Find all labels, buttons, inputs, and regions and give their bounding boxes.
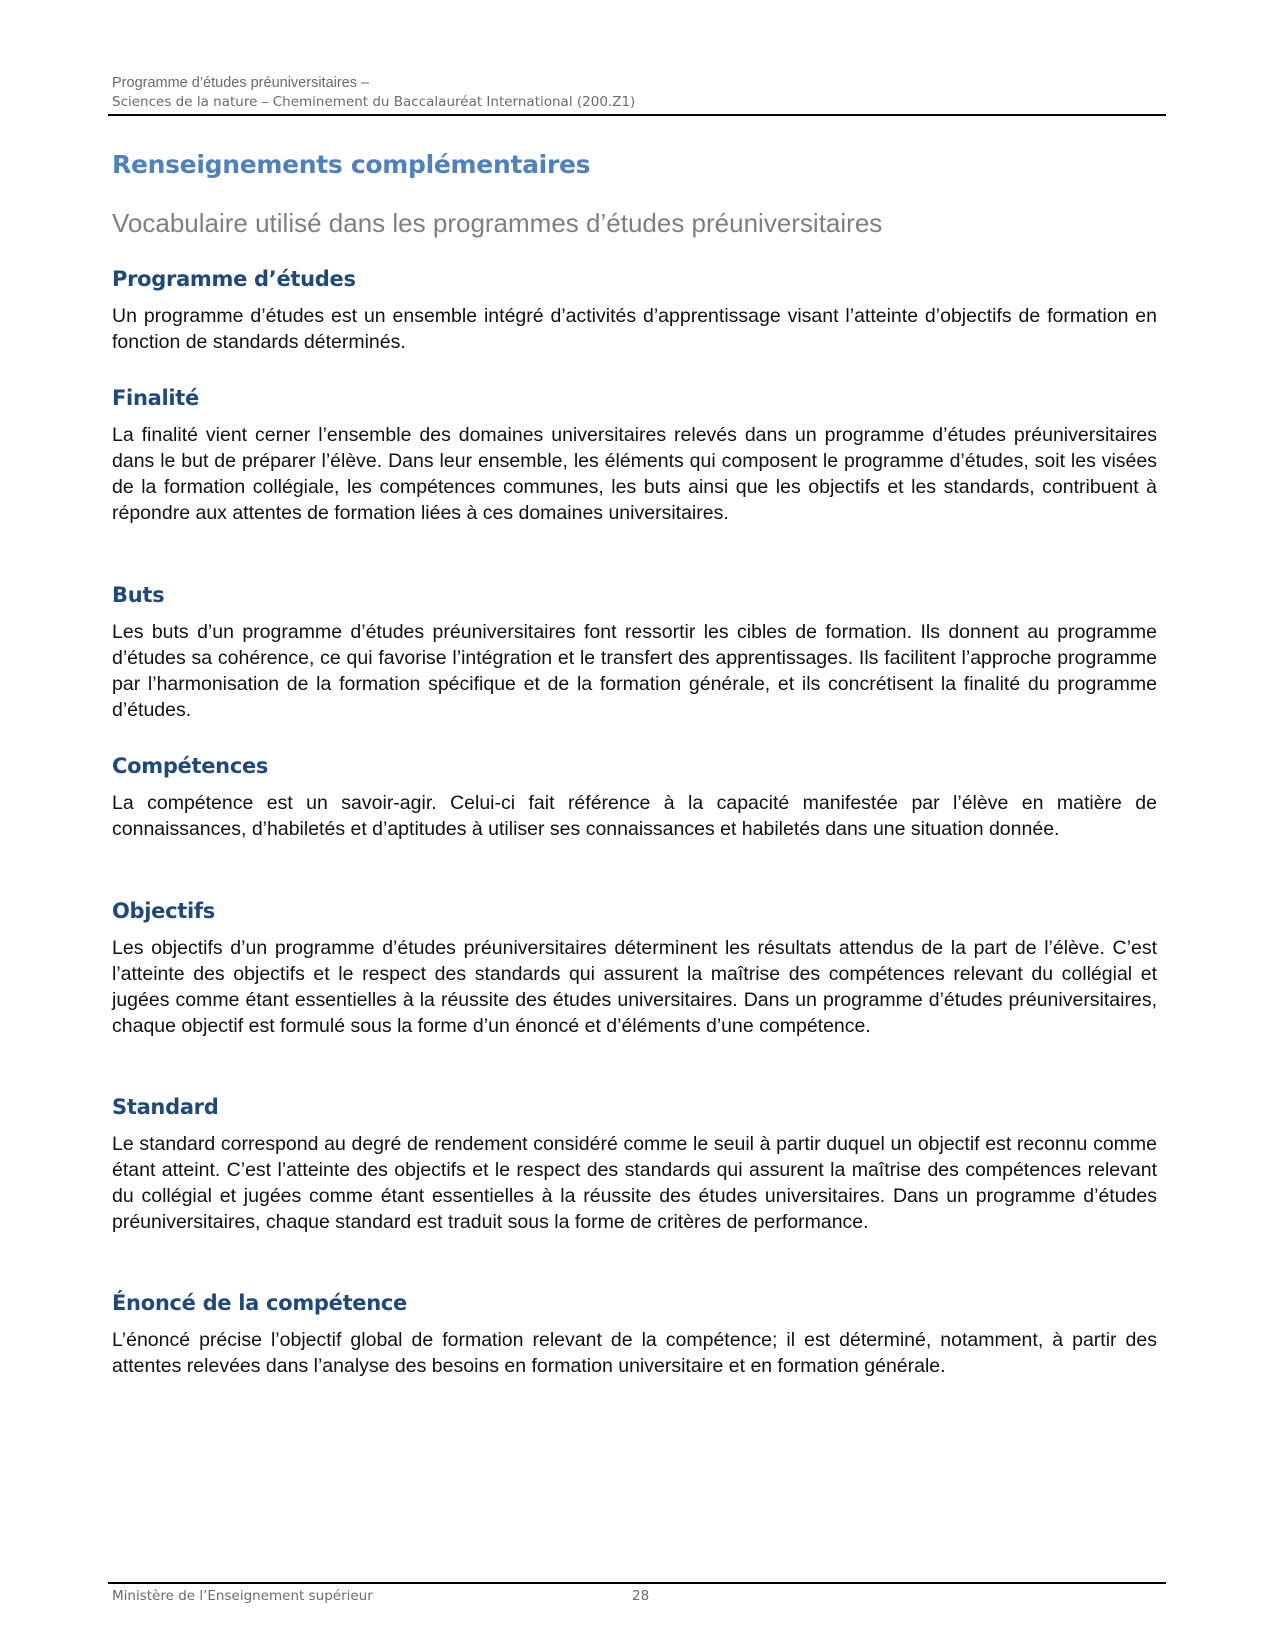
section-programme-etudes	[112, 265, 1157, 355]
section-heading: Buts	[112, 583, 165, 607]
section-body: Le standard correspond au degré de rendement considéré comme le seuil à partir duquel un objectif est reconnu comme étant atteint. C’est l’atteinte des objectifs et le respect des standards qui assurent la maîtrise des compétences relevant du collégial et jugées comme étant essentielles à la réussite des études universitaires. Dans un programme d’études préuniversitaires, chaque standard est traduit sous la forme de critères de performance.	[112, 1133, 1157, 1233]
section-heading: Énoncé de la compétence	[112, 1291, 407, 1315]
section-standard	[112, 1093, 1157, 1235]
running-header	[112, 74, 1166, 112]
section-objectifs	[112, 897, 1157, 1039]
section-body: La compétence est un savoir-agir. Celui-ci fait référence à la capacité manifestée par l’élève en matière de connaissances, d’habiletés et d’aptitudes à utiliser ses connaissances et habiletés dans une situation donnée.	[112, 792, 1157, 840]
section-buts	[112, 581, 1157, 723]
section-body: La finalité vient cerner l’ensemble des domaines universitaires relevés dans un programme d’études préuniversitaires dans le but de préparer l’élève. Dans leur ensemble, les éléments qui composent le programme d’études, soit les visées de la formation collégiale, les compétences communes, les buts ainsi que les objectifs et les standards, contribuent à répondre aux attentes de formation liées à ces domaines universitaires.	[112, 424, 1157, 524]
section-finalite	[112, 384, 1157, 526]
page-title: Renseignements complémentaires	[112, 150, 591, 179]
section-body: Les buts d’un programme d’études préuniversitaires font ressortir les cibles de formation. Ils donnent au programme d’études sa cohérence, ce qui favorise l’intégration et le transfert des apprentissages. Ils facilitent l’approche programme par l’harmonisation de la formation spécifique et de la formation générale, et ils concrétisent la finalité du programme d’études.	[112, 621, 1157, 721]
section-heading: Standard	[112, 1095, 219, 1119]
running-header-line-2: Sciences de la nature – Cheminement du Baccalauréat International (200.Z1)	[112, 94, 636, 110]
section-heading: Objectifs	[112, 899, 215, 923]
running-header-line-1: Programme d’études préuniversitaires –	[112, 75, 370, 91]
section-body: Les objectifs d’un programme d’études préuniversitaires déterminent les résultats attendus de la part de l’élève. C’est l’atteinte des objectifs et le respect des standards qui assurent la maîtrise des compétences relevant du collégial et jugées comme étant essentielles à la réussite des études universitaires. Dans un programme d’études préuniversitaires, chaque objectif est formulé sous la forme d’un énoncé et d’éléments d’une compétence.	[112, 937, 1157, 1037]
section-enonce-competence	[112, 1289, 1157, 1379]
footer-divider	[108, 1582, 1166, 1584]
section-body: L’énoncé précise l’objectif global de formation relevant de la compétence; il est déterminé, notamment, à partir des attentes relevées dans l’analyse des besoins en formation universitaire et en formation générale.	[112, 1329, 1157, 1377]
page-number: 28	[632, 1588, 650, 1604]
header-divider	[108, 114, 1166, 116]
section-competences	[112, 752, 1157, 842]
footer-publisher: Ministère de l’Enseignement supérieur	[112, 1588, 373, 1604]
section-body: Un programme d’études est un ensemble intégré d’activités d’apprentissage visant l’atteinte d’objectifs de formation en fonction de standards déterminés.	[112, 305, 1157, 353]
section-heading: Compétences	[112, 754, 269, 778]
section-heading: Programme d’études	[112, 267, 356, 291]
section-heading: Finalité	[112, 386, 199, 410]
page-subtitle: Vocabulaire utilisé dans les programmes d’études préuniversitaires	[112, 208, 883, 238]
